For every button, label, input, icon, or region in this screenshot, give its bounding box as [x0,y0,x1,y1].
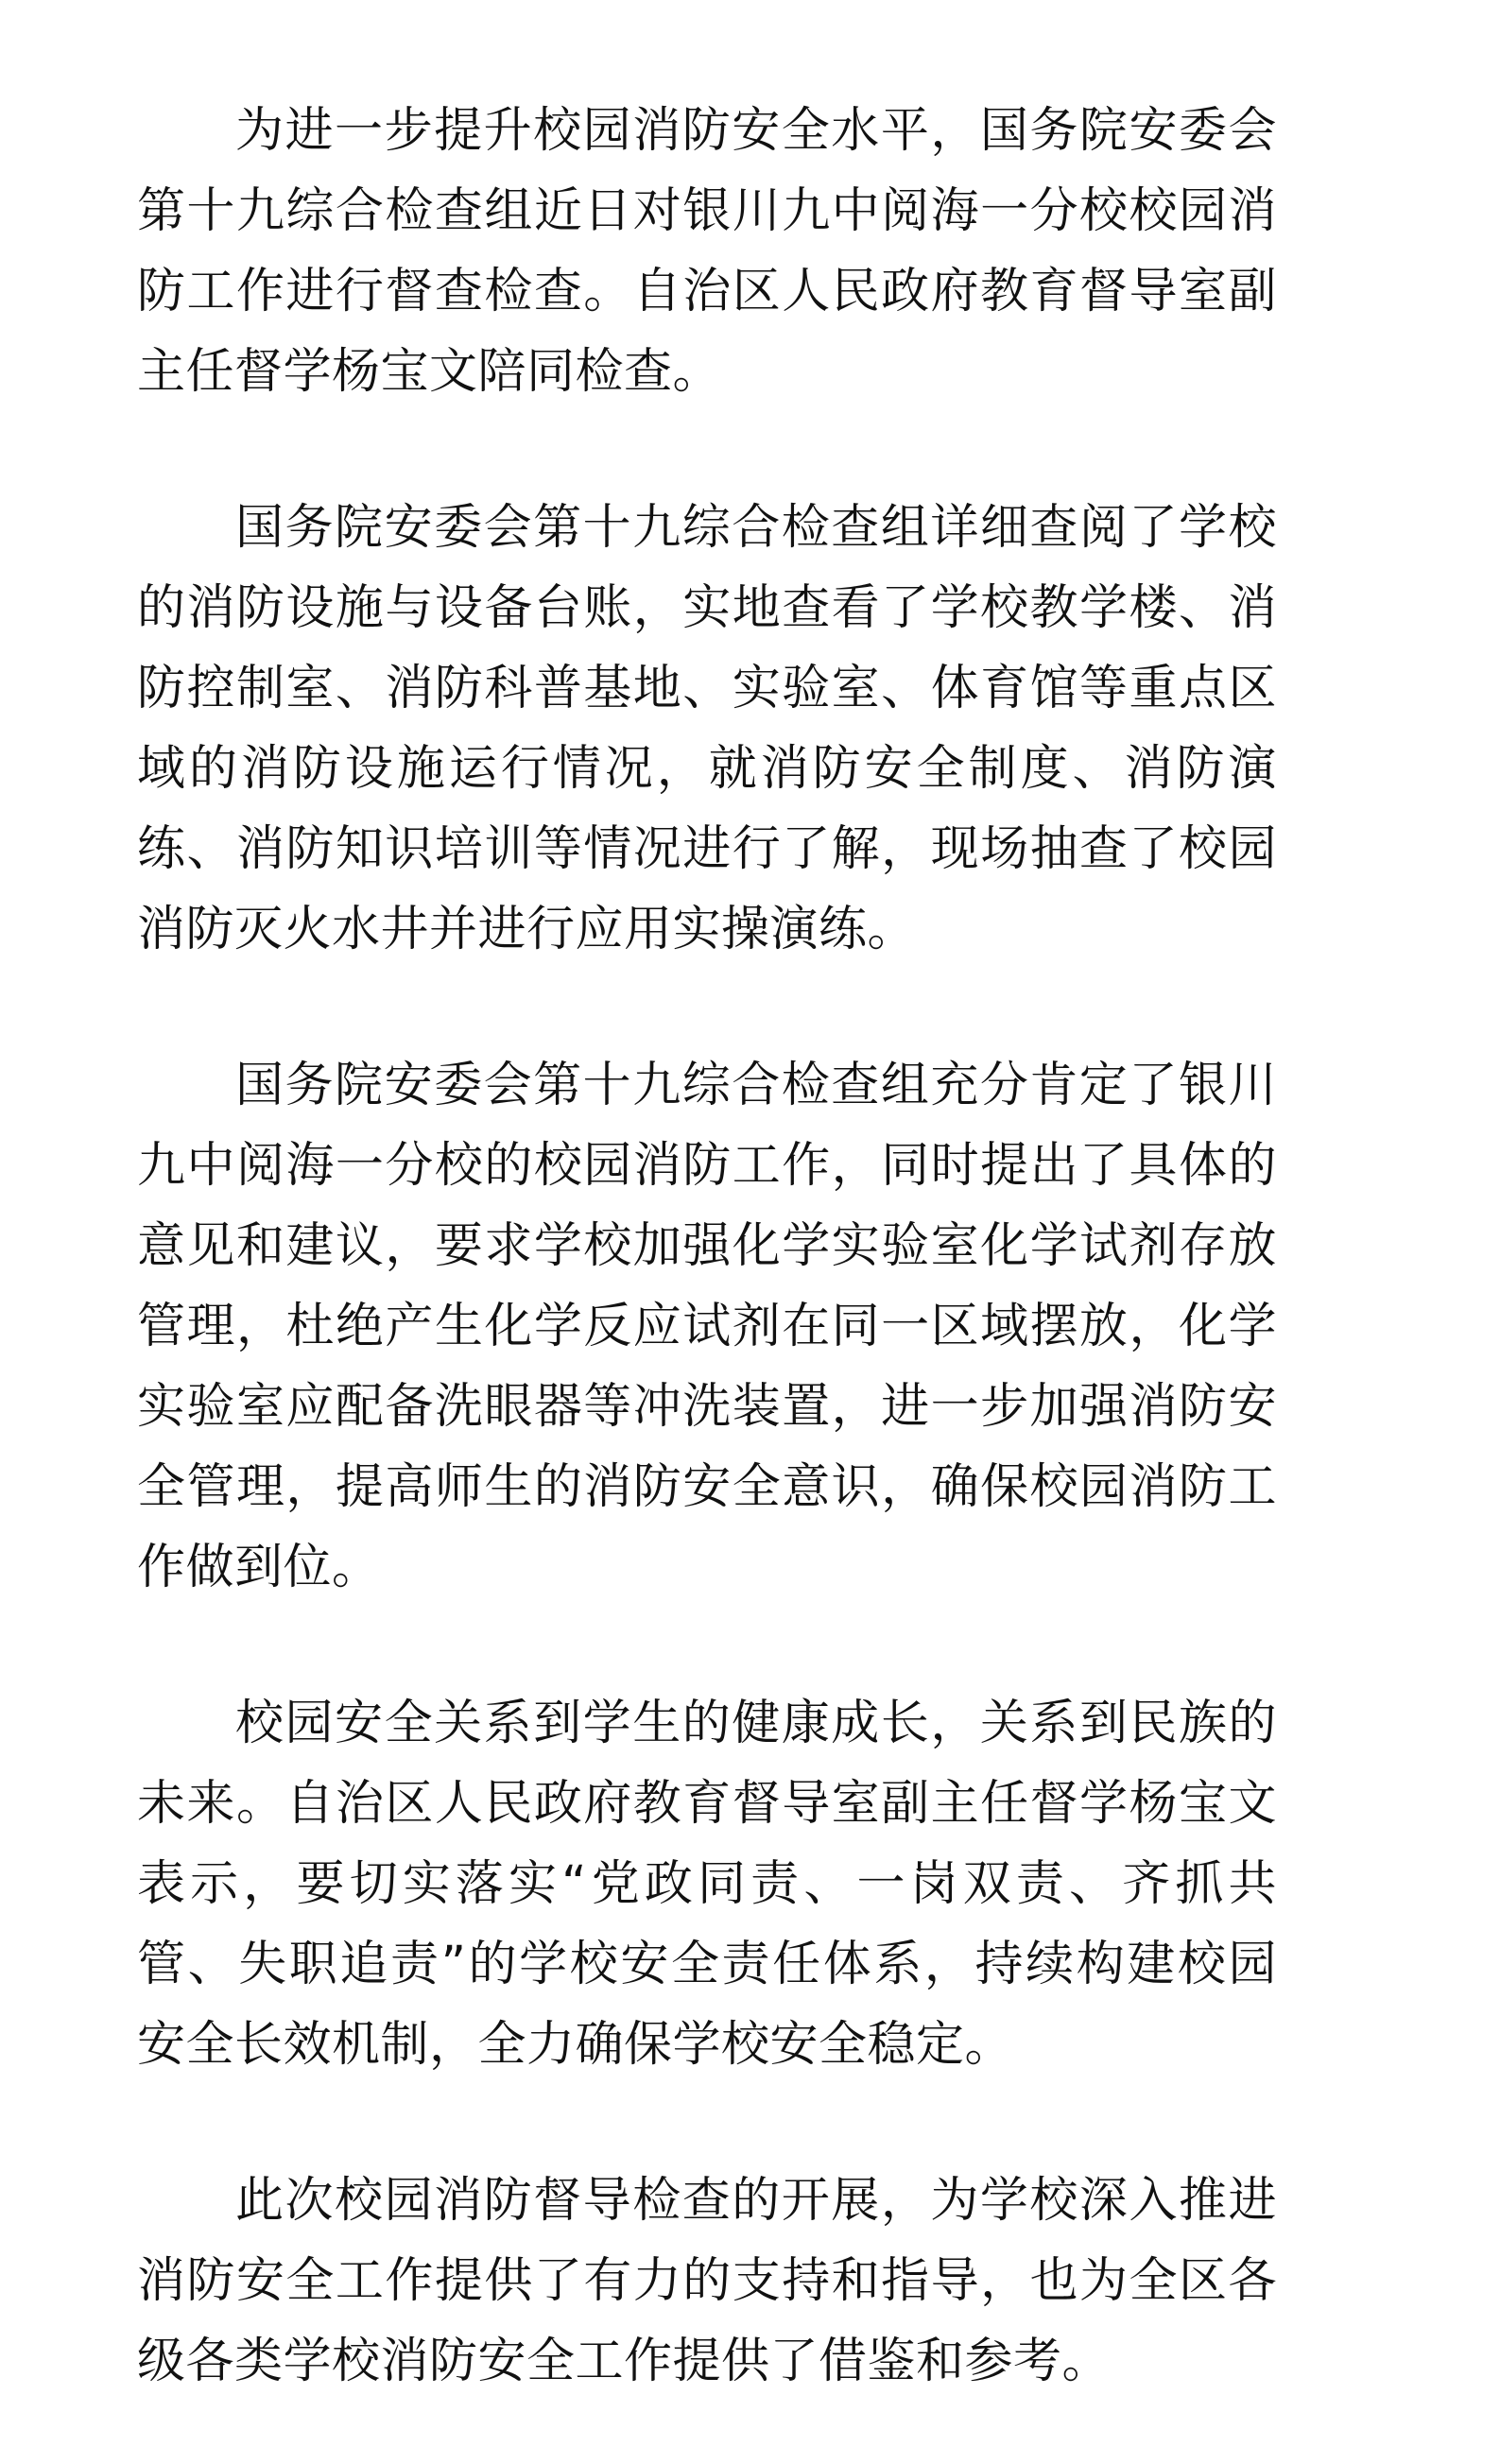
paragraph-3: 国务院安委会第十九综合检查组充分肯定了银川九中阅海一分校的校园消防工作，同时提出了具体的意见和建议，要求学校加强化学实验室化学试剂存放管理，杜绝产生化学反应试剂在同一区域摆放，化学实验室应配备洗眼器等冲洗装置，进一步加强消防安全管理，提高师生的消防安全意识，确保校园消防工作做到位。 [137,1058,1277,1595]
paragraph-5: 此次校园消防督导检查的开展，为学校深入推进消防安全工作提供了有力的支持和指导，也为全区各级各类学校消防安全工作提供了借鉴和参考。 [137,2173,1277,2389]
paragraph-1: 为进一步提升校园消防安全水平，国务院安委会第十九综合检查组近日对银川九中阅海一分校校园消防工作进行督查检查。自治区人民政府教育督导室副主任督学杨宝文陪同检查。 [137,103,1277,400]
document-body [137,91,1277,2402]
paragraph-2: 国务院安委会第十九综合检查组详细查阅了学校的消防设施与设备台账，实地查看了学校教学楼、消防控制室、消防科普基地、实验室、体育馆等重点区域的消防设施运行情况，就消防安全制度、消防演练、消防知识培训等情况进行了解，现场抽查了校园消防灭火水井并进行应用实操演练。 [137,500,1277,957]
paragraph-4: 校园安全关系到学生的健康成长，关系到民族的未来。自治区人民政府教育督导室副主任督学杨宝文表示，要切实落实“党政同责、一岗双责、齐抓共管、失职追责”的学校安全责任体系，持续构建校园安全长效机制，全力确保学校安全稳定。 [137,1696,1277,2073]
